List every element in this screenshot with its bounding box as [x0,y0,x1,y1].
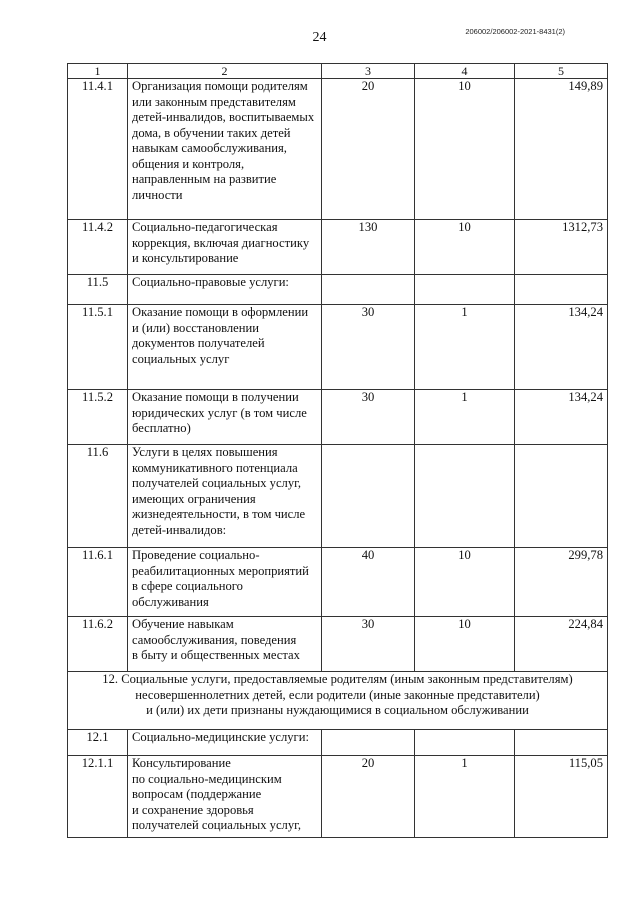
section-heading-line: несовершеннолетних детей, если родители (иные законные представители) [135,687,540,702]
service-name-line: бесплатно) [132,421,191,435]
column-3-value [322,275,415,305]
column-3-value [322,445,415,548]
service-name [128,756,322,838]
column-5-value: 134,24 [515,305,608,390]
service-name [128,730,322,756]
item-number: 11.4.1 [68,79,128,220]
column-4-value: 10 [415,220,515,275]
column-5-value: 1312,73 [515,220,608,275]
service-name-line: и (или) восстановлении [132,320,259,335]
service-name-line: Консультирование [132,756,231,770]
service-name-line: детей-инвалидов: [132,522,227,537]
service-name-line: Организация помощи родителям [132,79,308,93]
table-row [68,305,608,390]
service-name-line: Проведение социально- [132,548,260,562]
service-name [128,445,322,548]
section-heading-row [68,672,608,730]
service-name-line: общения и контроля, [132,156,245,171]
service-name-line: личности [132,187,183,202]
column-4-value: 10 [415,548,515,617]
column-4-value: 1 [415,756,515,838]
service-name-line: коррекция, включая диагностику [132,235,310,250]
item-number: 12.1 [68,730,128,756]
column-4-value [415,445,515,548]
service-name-line: навыкам самообслуживания, [132,141,287,155]
column-3-value: 30 [322,617,415,672]
column-header: 1 [68,64,128,79]
column-3-value: 20 [322,79,415,220]
service-name [128,275,322,305]
service-name-line: реабилитационных мероприятий [132,563,309,578]
column-5-value: 134,24 [515,390,608,445]
service-name-line: Услуги в целях повышения [132,445,278,459]
service-name-line: и консультирование [132,251,239,265]
table-row [68,617,608,672]
service-name-line: или законным представителям [132,94,296,109]
section-heading-line: 12. Социальные услуги, предоставляемые родителям (иным законным представителям) [102,672,573,686]
table-header-row [68,64,608,79]
service-name-line: по социально-медицинским [132,771,282,786]
table-row [68,275,608,305]
service-name-line: юридических услуг (в том числе [132,405,307,420]
column-4-value: 10 [415,79,515,220]
service-name-line: вопросам (поддержание [132,787,262,801]
table-row [68,756,608,838]
item-number: 12.1.1 [68,756,128,838]
service-name-line: детей-инвалидов, воспитываемых [132,110,315,124]
item-number: 11.5 [68,275,128,305]
column-5-value: 149,89 [515,79,608,220]
page-number: 24 [312,30,327,45]
column-header: 2 [128,64,322,79]
table-row [68,548,608,617]
column-header: 3 [322,64,415,79]
document-code: 206002/206002-2021-8431(2) [465,27,565,36]
service-name-line: документов получателей [132,336,265,350]
column-header: 4 [415,64,515,79]
column-4-value: 1 [415,390,515,445]
service-name [128,305,322,390]
service-name-line: жизнедеятельности, в том числе [132,507,306,521]
column-5-value [515,275,608,305]
table-row [68,730,608,756]
service-name-line: Оказание помощи в оформлении [132,305,309,319]
column-5-value: 299,78 [515,548,608,617]
service-name-line: Социально-правовые услуги: [132,275,289,289]
item-number: 11.5.2 [68,390,128,445]
column-4-value: 1 [415,305,515,390]
item-number: 11.6.2 [68,617,128,672]
section-heading-line: и (или) их дети признаны нуждающимися в социальном обслуживании [146,703,529,717]
table-row [68,390,608,445]
service-name [128,617,322,672]
service-name-line: Социально-педагогическая [132,220,278,234]
service-name [128,79,322,220]
column-5-value: 115,05 [515,756,608,838]
column-5-value: 224,84 [515,617,608,672]
service-name [128,548,322,617]
section-heading [68,672,608,730]
service-name-line: в сфере социального [132,579,243,593]
service-name-line: коммуникативного потенциала [132,460,298,475]
service-name-line: получателей социальных услуг, [132,818,302,832]
service-name-line: и сохранение здоровья [132,802,254,817]
column-4-value: 10 [415,617,515,672]
column-3-value: 30 [322,390,415,445]
column-5-value [515,445,608,548]
service-name-line: имеющих ограничения [132,491,256,506]
table-row [68,79,608,220]
column-3-value: 130 [322,220,415,275]
column-4-value [415,275,515,305]
item-number: 11.6.1 [68,548,128,617]
service-name-line: в быту и общественных местах [132,648,300,662]
table-row [68,220,608,275]
column-3-value: 20 [322,756,415,838]
table-row [68,445,608,548]
service-name-line: самообслуживания, поведения [132,632,297,647]
service-name-line: Оказание помощи в получении [132,390,299,404]
service-name [128,390,322,445]
column-3-value: 30 [322,305,415,390]
item-number: 11.5.1 [68,305,128,390]
service-name-line: направленным на развитие [132,172,277,186]
service-name [128,220,322,275]
column-3-value: 40 [322,548,415,617]
services-table [67,63,608,838]
column-header: 5 [515,64,608,79]
service-name-line: получателей социальных услуг, [132,476,302,490]
service-name-line: обслуживания [132,594,209,609]
service-name-line: Обучение навыкам [132,617,234,631]
item-number: 11.4.2 [68,220,128,275]
column-5-value [515,730,608,756]
item-number: 11.6 [68,445,128,548]
column-3-value [322,730,415,756]
service-name-line: Социально-медицинские услуги: [132,730,309,744]
service-name-line: социальных услуг [132,351,230,366]
column-4-value [415,730,515,756]
service-name-line: дома, в обучении таких детей [132,125,291,140]
